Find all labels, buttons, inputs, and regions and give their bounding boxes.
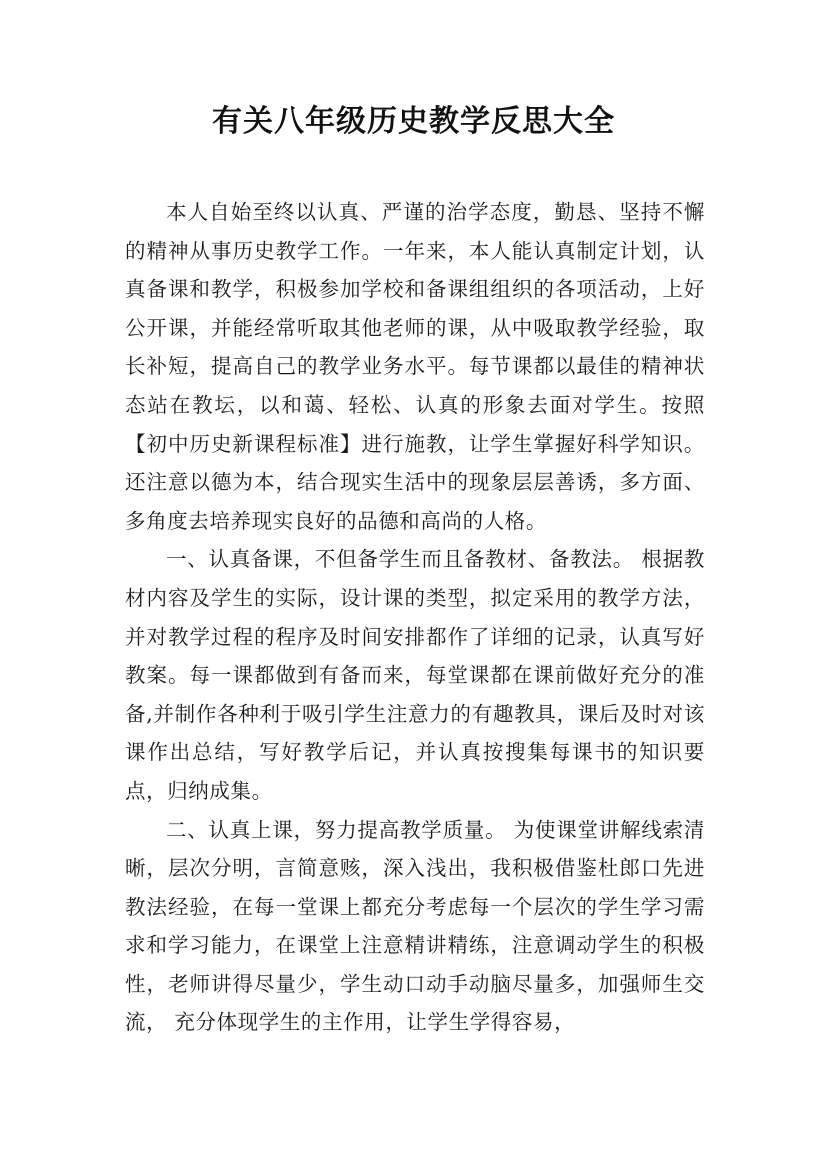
document-body [125,193,705,1042]
document-title: 有关八年级历史教学反思大全 [212,104,615,139]
paragraph-section-1: 一、认真备课，不但备学生而且备教材、备教法。 根据教材内容及学生的实际，设计课的类型，拟定采用的教学方法，并对教学过程的程序及时间安排都作了详细的记录，认真写好教案。每一课都做到有备而来，每堂课都在课前做好充分的准备,并制作各种利于吸引学生注意力的有趣教具，课后及时对该课作出总结，写好教学后记，并认真按搜集每课书的知识要点，归纳成集。 [125,547,705,803]
paragraph-intro: 本人自始至终以认真、严谨的治学态度，勤恳、坚持不懈的精神从事历史教学工作。一年来，本人能认真制定计划，认真备课和教学，积极参加学校和备课组组织的各项活动，上好公开课，并能经常听取其他老师的课，从中吸取教学经验，取长补短，提高自己的教学业务水平。每节课都以最佳的精神状态站在教坛，以和蔼、轻松、认真的形象去面对学生。按照【初中历史新课程标准】进行施教，让学生掌握好科学知识。还注意以德为本，结合现实生活中的现象层层善诱，多方面、多角度去培养现实良好的品德和高尚的人格。 [125,200,705,533]
paragraph-section-2: 二、认真上课，努力提高教学质量。 为使课堂讲解线索清晰，层次分明，言简意赅，深入浅出，我积极借鉴杜郎口先进教法经验，在每一堂课上都充分考虑每一个层次的学生学习需求和学习能力，在课堂上注意精讲精练，注意调动学生的积极性，老师讲得尽量少，学生动口动手动脑尽量多，加强师生交流， 充分体现学生的主作用，让学生学得容易， [125,817,705,1035]
